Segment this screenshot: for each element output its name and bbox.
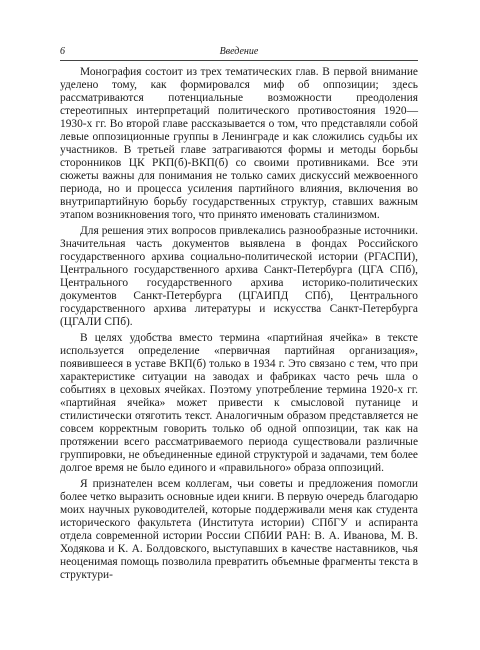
paragraph: Для решения этих вопросов привлекались разнообразные источники. Значительная часть документов выявлена в фондах Российского государственного архива социально-политической истории (РГАСПИ), Центрального государственного архива Санкт-Петербурга (ЦГА СПб), Центрального государственного архива историко-политических документов Санкт-Петербурга (ЦГАИПД СПб), Центрального государственного архива литературы и искусства Санкт-Петербурга (ЦГАЛИ СПб). [60,225,418,328]
paragraph: В целях удобства вместо термина «партийная ячейка» в тексте используется определение «первичная партийная организация», появившееся в уставе ВКП(б) только в 1934 г. Это связано с тем, что при характеристике ситуации на заводах и фабриках часто речь шла о событиях в цеховых ячейках. Поэтому употребление термина 1920-х гг. «партийная ячейка» может привести к смысловой путанице и стилистически отяготить текст. Аналогичным образом представляется не совсем корректным говорить только об одной оппозиции, так как на протяжении всего рассматриваемого периода существовали различные группировки, не объединенные единой структурой и задачами, тем более долгое время не было единого и «правильного» образа оппозиций. [60,332,418,474]
running-title: Введение [219,46,259,57]
header-rule [60,60,418,61]
page-number: 6 [60,46,65,57]
page-header [60,46,418,60]
paragraph: Я признателен всем коллегам, чьи советы и предложения помогли более четко выразить основные идеи книги. В первую очередь благодарю моих научных руководителей, которые поддерживали меня как студента исторического факультета (Института истории) СПбГУ и аспиранта отдела современной истории России СПбИИ РАН: В. А. Иванова, М. В. Ходякова и К. А. Болдовского, выступавших в качестве наставников, чья неоценимая помощь позволила превратить объемные фрагменты текста в структури- [60,478,418,581]
paragraph: Монография состоит из трех тематических глав. В первой внимание уделено тому, как формировался миф об оппозиции; здесь рассматриваются потенциальные возможности преодоления стереотипных интерпретаций политического противостояния 1920—1930-х гг. Во второй главе рассказывается о том, что представляли собой левые оппозиционные группы в Ленинграде и как сложились судьбы их участников. В третьей главе затрагиваются формы и методы борьбы сторонников ЦК РКП(б)-ВКП(б) со своими противниками. Все эти сюжеты важны для понимания не только самих дискуссий межвоенного периода, но и процесса усиления партийного влияния, включения во внутрипартийную борьбу государственных структур, ставших важным этапом возникновения того, что принято именовать сталинизмом. [60,66,418,221]
body-text [60,66,418,585]
